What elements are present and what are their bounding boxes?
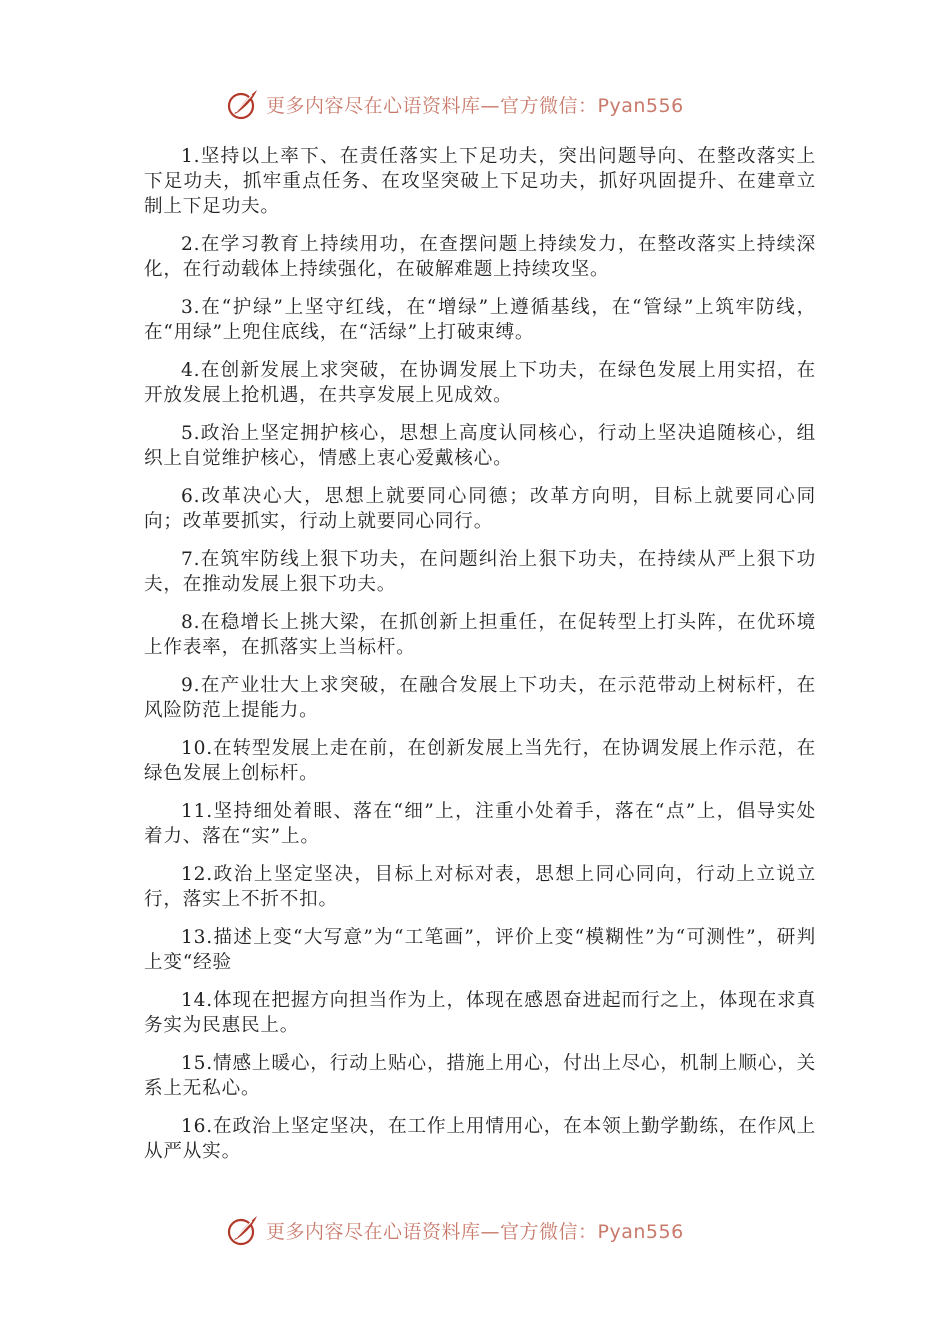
paragraph-16: 16.在政治上坚定坚决，在工作上用情用心，在本领上勤学勤练，在作风上从严从实。 [144,1116,816,1162]
quill-logo-icon [226,87,260,121]
footer-banner [226,1212,684,1248]
paragraph-10: 10.在转型发展上走在前，在创新发展上当先行，在协调发展上作示范，在绿色发展上创标杆。 [144,738,816,784]
header-banner [226,86,684,122]
paragraph-13: 13.描述上变“大写意”为“工笔画”，评价上变“模糊性”为“可测性”，研判上变“经验 [144,927,816,973]
paragraph-15: 15.情感上暖心，行动上贴心，措施上用心，付出上尽心，机制上顺心，关系上无私心。 [144,1053,816,1099]
paragraph-4: 4.在创新发展上求突破，在协调发展上下功夫，在绿色发展上用实招，在开放发展上抢机遇，在共享发展上见成效。 [144,360,816,406]
paragraph-12: 12.政治上坚定坚决，目标上对标对表，思想上同心同向，行动上立说立行，落实上不折不扣。 [144,864,816,910]
paragraph-7: 7.在筑牢防线上狠下功夫，在问题纠治上狠下功夫，在持续从严上狠下功夫，在推动发展上狠下功夫。 [144,549,816,595]
paragraph-2: 2.在学习教育上持续用功，在查摆问题上持续发力，在整改落实上持续深化，在行动载体上持续强化，在破解难题上持续攻坚。 [144,234,816,280]
quill-logo-icon [226,1213,260,1247]
paragraph-1: 1.坚持以上率下、在责任落实上下足功夫，突出问题导向、在整改落实上下足功夫，抓牢重点任务、在攻坚突破上下足功夫，抓好巩固提升、在建章立制上下足功夫。 [144,146,816,217]
paragraph-11: 11.坚持细处着眼、落在“细”上，注重小处着手，落在“点”上，倡导实处着力、落在“实”上。 [144,801,816,847]
paragraph-14: 14.体现在把握方向担当作为上，体现在感恩奋进起而行之上，体现在求真务实为民惠民上。 [144,990,816,1036]
paragraph-5: 5.政治上坚定拥护核心，思想上高度认同核心，行动上坚决追随核心，组织上自觉维护核心，情感上衷心爱戴核心。 [144,423,816,469]
header-banner-text: 更多内容尽在心语资料库—官方微信：Pyan556 [266,94,684,117]
paragraph-3: 3.在“护绿”上坚守红线，在“增绿”上遵循基线，在“管绿”上筑牢防线，在“用绿”上兜住底线，在“活绿”上打破束缚。 [144,297,816,343]
footer-banner-text: 更多内容尽在心语资料库—官方微信：Pyan556 [266,1220,684,1243]
paragraph-9: 9.在产业壮大上求突破，在融合发展上下功夫，在示范带动上树标杆，在风险防范上提能力。 [144,675,816,721]
paragraph-8: 8.在稳增长上挑大梁，在抓创新上担重任，在促转型上打头阵，在优环境上作表率，在抓落实上当标杆。 [144,612,816,658]
document-body [144,144,816,1177]
paragraph-6: 6.改革决心大，思想上就要同心同德；改革方向明，目标上就要同心同向；改革要抓实，行动上就要同心同行。 [144,486,816,532]
